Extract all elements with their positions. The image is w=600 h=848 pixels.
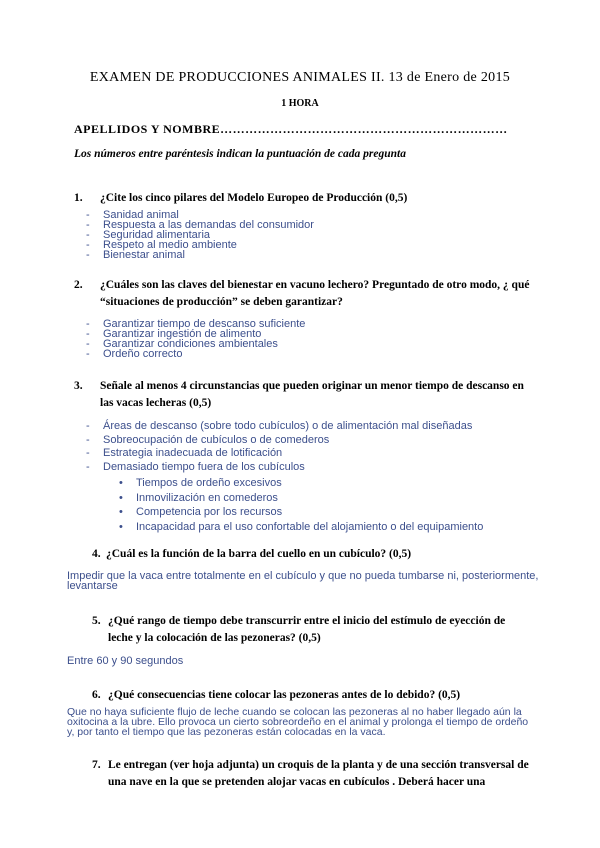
question-number: 4.	[92, 548, 101, 560]
question-number: 5.	[92, 615, 101, 627]
question-text-line2: “situaciones de producción” se deben garantizar?	[100, 296, 343, 308]
exam-duration: 1 HORA	[281, 98, 319, 109]
question-text: ¿Qué consecuencias tiene colocar las pezoneras antes de lo debido? (0,5)	[108, 689, 461, 701]
answer-1	[86, 210, 546, 260]
question-number: 1.	[74, 192, 83, 204]
list-item: - Sobreocupación de cubículos o de comederos	[86, 434, 556, 448]
list-item: - Sanidad animal	[86, 210, 546, 220]
list-item: • Incapacidad para el uso confortable del alojamiento o del equipamiento	[116, 520, 556, 535]
question-7	[92, 757, 562, 793]
list-item: - Estrategia inadecuada de lotificación	[86, 447, 556, 461]
answer-line: Impedir que la vaca entre totalmente en el cubículo y que no pueda tumbarse ni, posteriormente,	[67, 570, 539, 582]
answer-6	[67, 707, 567, 737]
scoring-note: Los números entre paréntesis indican la puntuación de cada pregunta	[74, 148, 406, 160]
list-item: - Demasiado tiempo fuera de los cubículos	[86, 461, 556, 475]
answer-2	[86, 319, 546, 359]
list-item: - Áreas de descanso (sobre todo cubículos) o de alimentación mal diseñadas	[86, 420, 556, 434]
question-5	[92, 613, 562, 649]
question-text-line1: Señale al menos 4 circunstancias que pueden originar un menor tiempo de descanso en	[100, 380, 524, 392]
question-4	[92, 546, 562, 564]
question-text-line1: ¿Qué rango de tiempo debe transcurrir entre el inicio del estímulo de eyección de	[108, 615, 506, 627]
name-field-label: APELLIDOS Y NOMBRE……………………………………………………………	[74, 122, 508, 136]
question-text-line2: las vacas lecheras (0,5)	[100, 397, 212, 409]
list-item: - Respeto al medio ambiente	[86, 240, 546, 250]
answer-line: Que no haya suficiente flujo de leche cuando se colocan las pezoneras al no haber llegado aún la	[67, 706, 522, 718]
question-text-line2: leche y la colocación de las pezoneras? (0,5)	[108, 632, 321, 644]
question-3	[74, 378, 554, 414]
list-item: - Garantizar tiempo de descanso suficiente	[86, 319, 546, 329]
answer-3-sublist	[116, 476, 556, 534]
answer-3	[86, 420, 556, 474]
answer-line: oxitocina a la ubre. Ello provoca un cierto sobreordeño en el animal y prolonga el tiempo de ordeño	[67, 716, 529, 728]
exam-title: EXAMEN DE PRODUCCIONES ANIMALES II. 13 de Enero de 2015	[89, 70, 511, 85]
answer-line: y, por tanto el tiempo que las pezoneras están colocadas en la vaca.	[67, 726, 386, 738]
question-1	[74, 190, 554, 208]
list-item: - Seguridad alimentaria	[86, 230, 546, 240]
question-text: ¿Cite los cinco pilares del Modelo Europeo de Producción (0,5)	[100, 192, 408, 204]
answer-4	[67, 571, 567, 591]
list-item: • Competencia por los recursos	[116, 505, 556, 520]
list-item: - Bienestar animal	[86, 250, 546, 260]
question-text: ¿Cuál es la función de la barra del cuello en un cubículo? (0,5)	[106, 548, 412, 560]
question-number: 2.	[74, 279, 83, 291]
question-6	[92, 687, 562, 705]
question-text-line1: Le entregan (ver hoja adjunta) un croquis de la planta y de una sección transversal de	[108, 759, 529, 771]
question-2	[74, 277, 554, 313]
list-item: - Garantizar ingestión de alimento	[86, 329, 546, 339]
question-text-line2: una nave en la que se pretenden alojar vacas en cubículos . Deberá hacer una	[108, 776, 486, 788]
question-text-line1: ¿Cuáles son las claves del bienestar en vacuno lechero? Preguntado de otro modo, ¿ qué	[100, 279, 530, 291]
list-item: • Tiempos de ordeño excesivos	[116, 476, 556, 491]
list-item: - Respuesta a las demandas del consumidor	[86, 220, 546, 230]
list-item: • Inmovilización en comederos	[116, 491, 556, 506]
question-number: 7.	[92, 759, 101, 771]
answer-line: levantarse	[67, 580, 118, 592]
question-number: 3.	[74, 380, 83, 392]
list-item: - Ordeño correcto	[86, 349, 546, 359]
list-item: - Garantizar condiciones ambientales	[86, 339, 546, 349]
question-number: 6.	[92, 689, 101, 701]
answer-5: Entre 60 y 90 segundos	[67, 655, 184, 667]
